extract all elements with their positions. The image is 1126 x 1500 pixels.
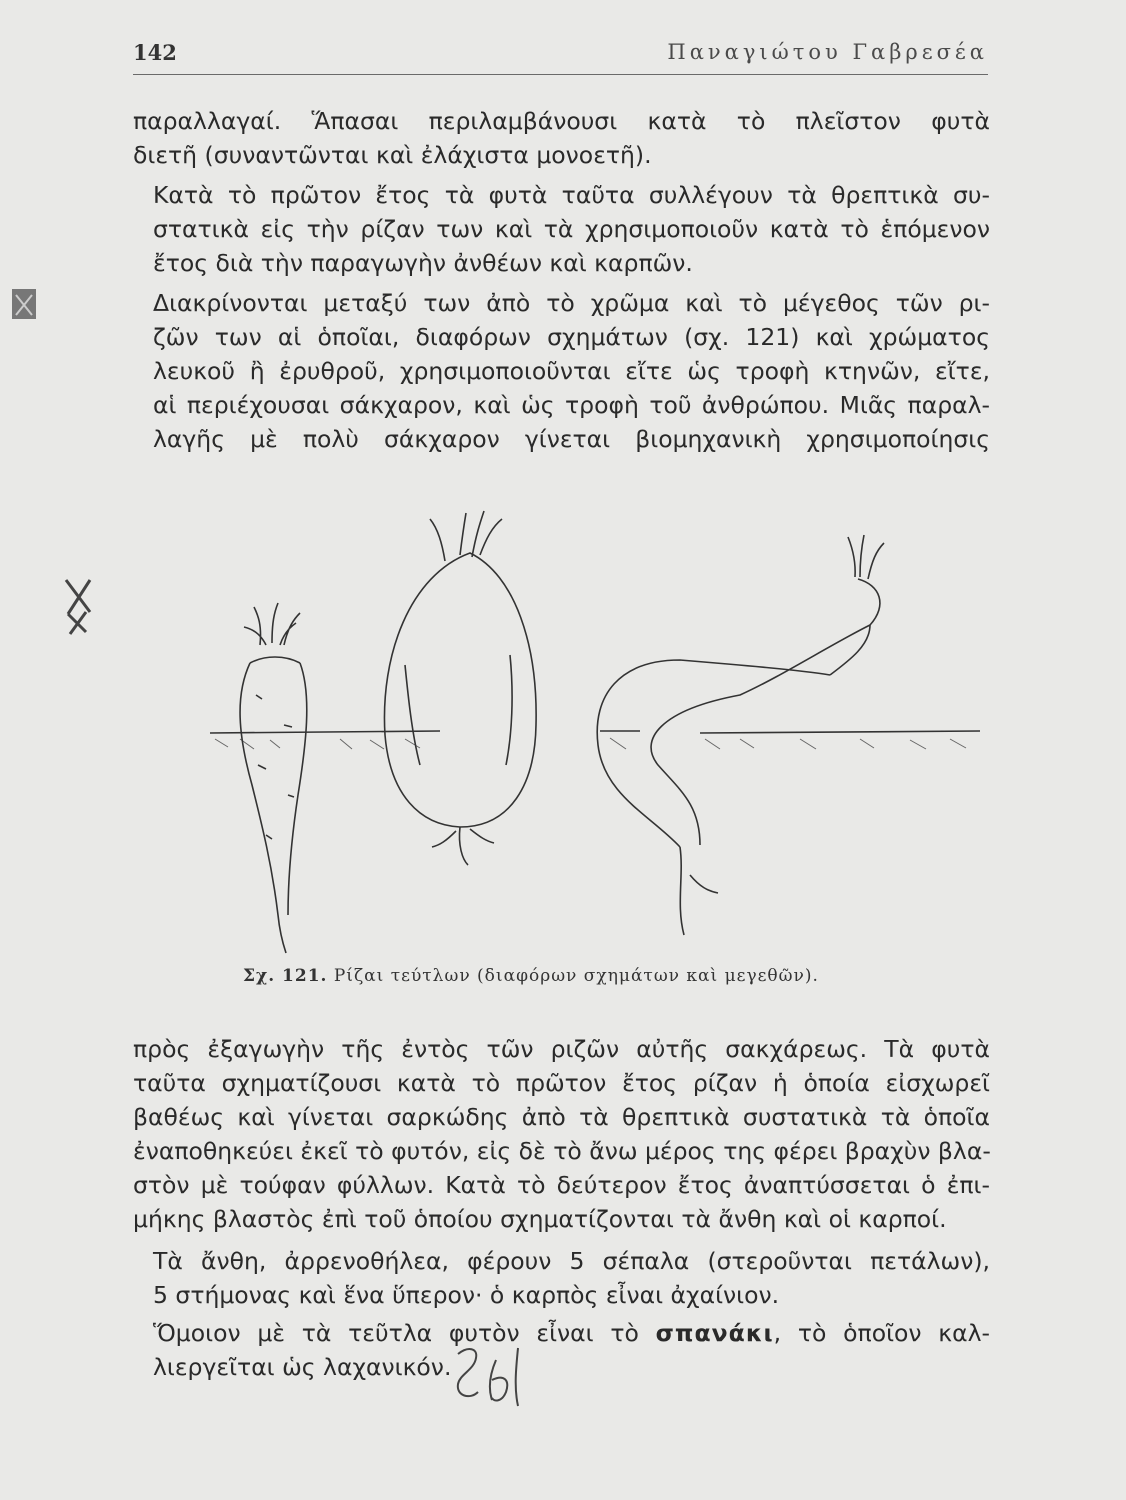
text-line bbox=[133, 1316, 990, 1350]
figure-caption-text: Ρίζαι τεύτλων (διαφόρων σχημάτων καὶ μεγεθῶν). bbox=[333, 966, 819, 986]
running-title: Παναγιώτου Γαβρεσέα bbox=[667, 40, 988, 64]
margin-ink-mark bbox=[58, 572, 102, 642]
text-line: στατικὰ εἰς τὴν ρίζαν των καὶ τὰ χρησιμοποιοῦν κατὰ τὸ ἑπόμενον bbox=[153, 215, 990, 243]
text-line bbox=[133, 1350, 990, 1384]
figure-label: Σχ. 121. bbox=[243, 966, 328, 986]
emphasized-term: σπανάκι bbox=[655, 1319, 774, 1347]
margin-stamp-mark bbox=[10, 285, 40, 325]
text-run: , τὸ ὁποῖον καλ- bbox=[773, 1319, 990, 1347]
page-number: 142 bbox=[133, 40, 177, 65]
beet-roots-illustration bbox=[180, 495, 1000, 965]
text-run: λιεργεῖται ὡς λαχανικόν. bbox=[153, 1353, 452, 1381]
text-line: παραλλαγαί. Ἅπασαι περιλαμβάνουσι κατὰ τὸ πλεῖστον φυτὰ bbox=[133, 107, 990, 135]
text-line: 5 στήμονας καὶ ἕνα ὕπερον· ὁ καρπὸς εἶναι ἀχαίνιον. bbox=[153, 1281, 780, 1309]
text-line: λαγῆς μὲ πολὺ σάκχαρον γίνεται βιομηχανικὴ χρησιμοποίησις bbox=[153, 425, 990, 453]
text-line: ἐναποθηκεύει ἐκεῖ τὸ φυτόν, εἰς δὲ τὸ ἄνω μέρος της φέρει βραχὺν βλα- bbox=[133, 1137, 991, 1165]
text-line: ἔτος διὰ τὴν παραγωγὴν ἀνθέων καὶ καρπῶν. bbox=[153, 249, 693, 277]
ground-line bbox=[210, 731, 980, 733]
figure-caption bbox=[243, 966, 819, 986]
text-line: πρὸς ἐξαγωγὴν τῆς ἐντὸς τῶν ριζῶν αὐτῆς σακχάρεως. Τὰ φυτὰ bbox=[133, 1035, 990, 1063]
round-beet-root bbox=[384, 511, 536, 865]
handwritten-note bbox=[452, 1340, 542, 1410]
paragraph-1 bbox=[133, 104, 990, 172]
text-line: ταῦτα σχηματίζουσι κατὰ τὸ πρῶτον ἔτος ρίζαν ἡ ὁποία εἰσχωρεῖ bbox=[133, 1069, 990, 1097]
text-line: αἱ περιέχουσαι σάκχαρον, καὶ ὡς τροφὴ τοῦ ἀνθρώπου. Μιᾶς παραλ- bbox=[153, 391, 990, 419]
curved-beet-root bbox=[597, 535, 884, 935]
text-line: διετῆ (συναντῶνται καὶ ἐλάχιστα μονοετῆ). bbox=[133, 141, 652, 169]
paragraph-6 bbox=[133, 1316, 990, 1384]
text-line: Τὰ ἄνθη, ἀρρενοθήλεα, φέρουν 5 σέπαλα (στεροῦνται πετάλων), bbox=[153, 1247, 990, 1275]
text-line: λευκοῦ ἢ ἐρυθροῦ, χρησιμοποιοῦνται εἴτε ὡς τροφὴ κτηνῶν, εἴτε, bbox=[153, 357, 990, 385]
text-line: ζῶν των αἱ ὁποῖαι, διαφόρων σχημάτων (σχ. 121) καὶ χρώματος bbox=[153, 323, 990, 351]
text-line: Κατὰ τὸ πρῶτον ἔτος τὰ φυτὰ ταῦτα συλλέγουν τὰ θρεπτικὰ συ- bbox=[153, 181, 990, 209]
page-header bbox=[133, 40, 988, 75]
paragraph-2 bbox=[133, 178, 990, 280]
text-line: μήκης βλαστὸς ἐπὶ τοῦ ὁποίου σχηματίζονται τὰ ἄνθη καὶ οἱ καρποί. bbox=[133, 1205, 947, 1233]
text-run: Ὅμοιον μὲ τὰ τεῦτλα φυτὸν εἶναι τὸ bbox=[153, 1319, 656, 1347]
paragraph-4 bbox=[133, 1032, 990, 1236]
long-beet-root bbox=[240, 603, 307, 953]
text-line: Διακρίνονται μεταξύ των ἀπὸ τὸ χρῶμα καὶ τὸ μέγεθος τῶν ρι- bbox=[153, 289, 990, 317]
paragraph-5 bbox=[133, 1244, 990, 1312]
text-line: στὸν μὲ τούφαν φύλλων. Κατὰ τὸ δεύτερον ἔτος ἀναπτύσσεται ὁ ἐπι- bbox=[133, 1171, 990, 1199]
paragraph-3 bbox=[133, 286, 990, 456]
text-line: βαθέως καὶ γίνεται σαρκώδης ἀπὸ τὰ θρεπτικὰ συστατικὰ τὰ ὁποῖα bbox=[133, 1103, 990, 1131]
